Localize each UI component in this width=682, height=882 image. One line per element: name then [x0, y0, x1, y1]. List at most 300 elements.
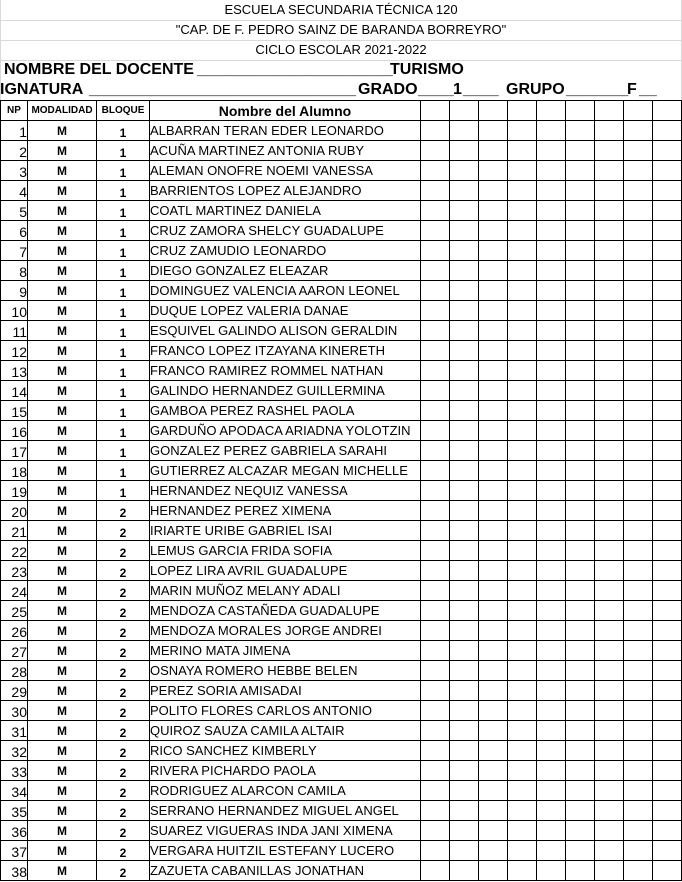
blank-cell[interactable]: [595, 841, 624, 861]
blank-cell[interactable]: [450, 821, 479, 841]
blank-cell[interactable]: [450, 401, 479, 421]
blank-cell[interactable]: [653, 821, 682, 841]
blank-cell[interactable]: [479, 821, 508, 841]
blank-cell[interactable]: [653, 361, 682, 381]
blank-cell[interactable]: [624, 161, 653, 181]
blank-cell[interactable]: [566, 701, 595, 721]
blank-cell[interactable]: [479, 341, 508, 361]
blank-cell[interactable]: [653, 641, 682, 661]
blank-cell[interactable]: [624, 281, 653, 301]
blank-cell[interactable]: [508, 441, 537, 461]
blank-cell[interactable]: [653, 841, 682, 861]
blank-cell[interactable]: [421, 241, 450, 261]
blank-cell[interactable]: [566, 641, 595, 661]
blank-cell[interactable]: [508, 681, 537, 701]
blank-cell[interactable]: [508, 581, 537, 601]
blank-cell[interactable]: [537, 741, 566, 761]
blank-cell[interactable]: [653, 681, 682, 701]
blank-cell[interactable]: [653, 241, 682, 261]
blank-cell[interactable]: [421, 541, 450, 561]
blank-cell[interactable]: [653, 481, 682, 501]
blank-cell[interactable]: [479, 161, 508, 181]
blank-cell[interactable]: [537, 821, 566, 841]
blank-cell[interactable]: [421, 201, 450, 221]
blank-cell[interactable]: [508, 661, 537, 681]
blank-cell[interactable]: [508, 601, 537, 621]
blank-cell[interactable]: [508, 261, 537, 281]
blank-cell[interactable]: [450, 501, 479, 521]
blank-cell[interactable]: [508, 321, 537, 341]
blank-cell[interactable]: [479, 421, 508, 441]
blank-cell[interactable]: [421, 801, 450, 821]
blank-cell[interactable]: [624, 301, 653, 321]
blank-cell[interactable]: [508, 521, 537, 541]
blank-cell[interactable]: [508, 341, 537, 361]
blank-cell[interactable]: [508, 801, 537, 821]
blank-cell[interactable]: [566, 501, 595, 521]
blank-cell[interactable]: [566, 801, 595, 821]
blank-cell[interactable]: [653, 441, 682, 461]
blank-cell[interactable]: [595, 681, 624, 701]
blank-cell[interactable]: [508, 741, 537, 761]
blank-cell[interactable]: [450, 421, 479, 441]
blank-cell[interactable]: [537, 201, 566, 221]
blank-cell[interactable]: [450, 601, 479, 621]
blank-cell[interactable]: [566, 321, 595, 341]
blank-cell[interactable]: [537, 401, 566, 421]
blank-cell[interactable]: [624, 641, 653, 661]
blank-cell[interactable]: [537, 621, 566, 641]
blank-cell[interactable]: [421, 401, 450, 421]
blank-cell[interactable]: [566, 261, 595, 281]
blank-cell[interactable]: [624, 121, 653, 141]
blank-cell[interactable]: [421, 141, 450, 161]
blank-cell[interactable]: [566, 821, 595, 841]
blank-cell[interactable]: [450, 241, 479, 261]
blank-cell[interactable]: [653, 621, 682, 641]
blank-cell[interactable]: [595, 141, 624, 161]
blank-cell[interactable]: [479, 301, 508, 321]
blank-cell[interactable]: [479, 761, 508, 781]
blank-cell[interactable]: [566, 401, 595, 421]
blank-cell[interactable]: [566, 361, 595, 381]
blank-cell[interactable]: [537, 461, 566, 481]
blank-cell[interactable]: [479, 401, 508, 421]
blank-cell[interactable]: [479, 781, 508, 801]
blank-cell[interactable]: [566, 761, 595, 781]
blank-cell[interactable]: [653, 801, 682, 821]
blank-cell[interactable]: [508, 861, 537, 881]
blank-cell[interactable]: [537, 321, 566, 341]
blank-cell[interactable]: [479, 661, 508, 681]
blank-cell[interactable]: [450, 541, 479, 561]
blank-cell[interactable]: [566, 121, 595, 141]
blank-cell[interactable]: [479, 601, 508, 621]
blank-cell[interactable]: [537, 841, 566, 861]
blank-cell[interactable]: [479, 461, 508, 481]
blank-cell[interactable]: [595, 181, 624, 201]
blank-cell[interactable]: [653, 541, 682, 561]
blank-cell[interactable]: [421, 841, 450, 861]
blank-cell[interactable]: [537, 301, 566, 321]
blank-cell[interactable]: [508, 241, 537, 261]
blank-cell[interactable]: [537, 441, 566, 461]
blank-cell[interactable]: [421, 441, 450, 461]
blank-cell[interactable]: [624, 821, 653, 841]
blank-cell[interactable]: [537, 641, 566, 661]
blank-cell[interactable]: [479, 441, 508, 461]
blank-cell[interactable]: [508, 201, 537, 221]
blank-cell[interactable]: [421, 581, 450, 601]
blank-cell[interactable]: [537, 781, 566, 801]
blank-cell[interactable]: [653, 141, 682, 161]
blank-cell[interactable]: [595, 581, 624, 601]
blank-cell[interactable]: [450, 701, 479, 721]
blank-cell[interactable]: [595, 461, 624, 481]
blank-cell[interactable]: [421, 261, 450, 281]
blank-cell[interactable]: [421, 301, 450, 321]
blank-cell[interactable]: [537, 561, 566, 581]
blank-cell[interactable]: [595, 741, 624, 761]
blank-cell[interactable]: [537, 121, 566, 141]
blank-cell[interactable]: [595, 721, 624, 741]
blank-cell[interactable]: [653, 161, 682, 181]
blank-cell[interactable]: [450, 161, 479, 181]
blank-cell[interactable]: [624, 721, 653, 741]
blank-cell[interactable]: [624, 841, 653, 861]
blank-cell[interactable]: [479, 261, 508, 281]
blank-cell[interactable]: [595, 421, 624, 441]
blank-cell[interactable]: [508, 461, 537, 481]
blank-cell[interactable]: [508, 641, 537, 661]
blank-cell[interactable]: [595, 861, 624, 881]
blank-cell[interactable]: [508, 401, 537, 421]
blank-cell[interactable]: [537, 221, 566, 241]
blank-cell[interactable]: [479, 361, 508, 381]
blank-cell[interactable]: [566, 681, 595, 701]
blank-cell[interactable]: [450, 461, 479, 481]
blank-cell[interactable]: [595, 821, 624, 841]
blank-cell[interactable]: [450, 801, 479, 821]
blank-cell[interactable]: [450, 741, 479, 761]
blank-cell[interactable]: [450, 381, 479, 401]
blank-cell[interactable]: [421, 421, 450, 441]
blank-cell[interactable]: [624, 761, 653, 781]
blank-cell[interactable]: [624, 401, 653, 421]
blank-cell[interactable]: [421, 761, 450, 781]
blank-cell[interactable]: [479, 841, 508, 861]
blank-cell[interactable]: [479, 681, 508, 701]
blank-cell[interactable]: [624, 541, 653, 561]
blank-cell[interactable]: [537, 281, 566, 301]
blank-cell[interactable]: [595, 341, 624, 361]
blank-cell[interactable]: [566, 421, 595, 441]
blank-cell[interactable]: [624, 361, 653, 381]
blank-cell[interactable]: [566, 781, 595, 801]
blank-cell[interactable]: [653, 701, 682, 721]
blank-cell[interactable]: [653, 181, 682, 201]
blank-cell[interactable]: [537, 541, 566, 561]
blank-cell[interactable]: [450, 521, 479, 541]
blank-cell[interactable]: [508, 501, 537, 521]
blank-cell[interactable]: [508, 161, 537, 181]
blank-cell[interactable]: [421, 121, 450, 141]
blank-cell[interactable]: [479, 201, 508, 221]
blank-cell[interactable]: [450, 621, 479, 641]
blank-cell[interactable]: [566, 521, 595, 541]
blank-cell[interactable]: [653, 781, 682, 801]
blank-cell[interactable]: [508, 701, 537, 721]
blank-cell[interactable]: [537, 601, 566, 621]
blank-cell[interactable]: [421, 721, 450, 741]
blank-cell[interactable]: [566, 141, 595, 161]
blank-cell[interactable]: [537, 581, 566, 601]
blank-cell[interactable]: [566, 621, 595, 641]
blank-cell[interactable]: [537, 801, 566, 821]
blank-cell[interactable]: [653, 461, 682, 481]
blank-cell[interactable]: [421, 561, 450, 581]
blank-cell[interactable]: [450, 181, 479, 201]
blank-cell[interactable]: [450, 221, 479, 241]
blank-cell[interactable]: [566, 541, 595, 561]
blank-cell[interactable]: [624, 661, 653, 681]
blank-cell[interactable]: [653, 561, 682, 581]
blank-cell[interactable]: [653, 221, 682, 241]
blank-cell[interactable]: [595, 201, 624, 221]
blank-cell[interactable]: [450, 341, 479, 361]
blank-cell[interactable]: [566, 281, 595, 301]
blank-cell[interactable]: [653, 421, 682, 441]
blank-column-header[interactable]: [479, 101, 508, 121]
blank-cell[interactable]: [566, 741, 595, 761]
blank-cell[interactable]: [566, 461, 595, 481]
blank-cell[interactable]: [653, 601, 682, 621]
blank-cell[interactable]: [624, 461, 653, 481]
blank-cell[interactable]: [450, 781, 479, 801]
blank-cell[interactable]: [624, 561, 653, 581]
blank-cell[interactable]: [508, 621, 537, 641]
blank-cell[interactable]: [653, 721, 682, 741]
blank-cell[interactable]: [421, 601, 450, 621]
blank-cell[interactable]: [421, 741, 450, 761]
blank-cell[interactable]: [508, 781, 537, 801]
blank-cell[interactable]: [653, 581, 682, 601]
blank-cell[interactable]: [537, 421, 566, 441]
blank-cell[interactable]: [653, 761, 682, 781]
blank-cell[interactable]: [479, 501, 508, 521]
blank-cell[interactable]: [421, 641, 450, 661]
blank-cell[interactable]: [450, 441, 479, 461]
blank-cell[interactable]: [595, 521, 624, 541]
blank-cell[interactable]: [624, 621, 653, 641]
blank-cell[interactable]: [421, 281, 450, 301]
blank-cell[interactable]: [421, 701, 450, 721]
blank-cell[interactable]: [508, 541, 537, 561]
blank-cell[interactable]: [653, 521, 682, 541]
blank-cell[interactable]: [450, 561, 479, 581]
blank-cell[interactable]: [479, 581, 508, 601]
blank-cell[interactable]: [479, 221, 508, 241]
blank-cell[interactable]: [537, 481, 566, 501]
blank-cell[interactable]: [537, 761, 566, 781]
blank-cell[interactable]: [653, 861, 682, 881]
blank-cell[interactable]: [595, 241, 624, 261]
blank-cell[interactable]: [537, 721, 566, 741]
blank-cell[interactable]: [624, 481, 653, 501]
blank-cell[interactable]: [624, 141, 653, 161]
blank-cell[interactable]: [479, 701, 508, 721]
blank-column-header[interactable]: [508, 101, 537, 121]
blank-cell[interactable]: [479, 481, 508, 501]
blank-cell[interactable]: [595, 781, 624, 801]
blank-cell[interactable]: [421, 681, 450, 701]
blank-cell[interactable]: [624, 501, 653, 521]
blank-cell[interactable]: [479, 521, 508, 541]
blank-cell[interactable]: [537, 861, 566, 881]
blank-cell[interactable]: [595, 641, 624, 661]
blank-cell[interactable]: [566, 201, 595, 221]
blank-cell[interactable]: [450, 841, 479, 861]
blank-cell[interactable]: [421, 461, 450, 481]
blank-cell[interactable]: [566, 181, 595, 201]
blank-cell[interactable]: [566, 581, 595, 601]
blank-cell[interactable]: [479, 541, 508, 561]
blank-cell[interactable]: [508, 721, 537, 741]
blank-cell[interactable]: [479, 721, 508, 741]
blank-cell[interactable]: [450, 321, 479, 341]
blank-cell[interactable]: [508, 181, 537, 201]
blank-cell[interactable]: [566, 221, 595, 241]
blank-cell[interactable]: [450, 361, 479, 381]
blank-cell[interactable]: [479, 121, 508, 141]
blank-cell[interactable]: [421, 221, 450, 241]
blank-cell[interactable]: [421, 161, 450, 181]
blank-column-header[interactable]: [421, 101, 450, 121]
blank-cell[interactable]: [537, 501, 566, 521]
blank-cell[interactable]: [421, 381, 450, 401]
blank-cell[interactable]: [450, 721, 479, 741]
blank-column-header[interactable]: [595, 101, 624, 121]
blank-cell[interactable]: [450, 481, 479, 501]
blank-cell[interactable]: [653, 401, 682, 421]
blank-cell[interactable]: [595, 361, 624, 381]
blank-cell[interactable]: [479, 321, 508, 341]
blank-cell[interactable]: [624, 221, 653, 241]
blank-cell[interactable]: [450, 661, 479, 681]
blank-cell[interactable]: [421, 521, 450, 541]
blank-cell[interactable]: [421, 821, 450, 841]
blank-cell[interactable]: [624, 861, 653, 881]
blank-cell[interactable]: [624, 601, 653, 621]
blank-cell[interactable]: [537, 381, 566, 401]
blank-cell[interactable]: [421, 361, 450, 381]
blank-cell[interactable]: [566, 601, 595, 621]
blank-cell[interactable]: [537, 181, 566, 201]
blank-cell[interactable]: [537, 681, 566, 701]
blank-cell[interactable]: [508, 841, 537, 861]
blank-cell[interactable]: [624, 261, 653, 281]
blank-cell[interactable]: [508, 821, 537, 841]
blank-cell[interactable]: [624, 781, 653, 801]
blank-cell[interactable]: [537, 241, 566, 261]
blank-cell[interactable]: [624, 321, 653, 341]
blank-cell[interactable]: [508, 761, 537, 781]
blank-cell[interactable]: [595, 281, 624, 301]
blank-cell[interactable]: [537, 341, 566, 361]
blank-cell[interactable]: [595, 801, 624, 821]
blank-cell[interactable]: [624, 521, 653, 541]
blank-cell[interactable]: [508, 561, 537, 581]
blank-cell[interactable]: [508, 381, 537, 401]
blank-cell[interactable]: [421, 341, 450, 361]
blank-cell[interactable]: [537, 261, 566, 281]
blank-cell[interactable]: [624, 201, 653, 221]
blank-cell[interactable]: [508, 121, 537, 141]
blank-cell[interactable]: [450, 141, 479, 161]
blank-cell[interactable]: [624, 741, 653, 761]
blank-cell[interactable]: [595, 621, 624, 641]
blank-cell[interactable]: [653, 381, 682, 401]
blank-cell[interactable]: [508, 481, 537, 501]
blank-cell[interactable]: [595, 321, 624, 341]
blank-cell[interactable]: [595, 401, 624, 421]
blank-cell[interactable]: [653, 261, 682, 281]
blank-cell[interactable]: [479, 141, 508, 161]
blank-cell[interactable]: [653, 501, 682, 521]
blank-cell[interactable]: [595, 221, 624, 241]
blank-cell[interactable]: [421, 501, 450, 521]
blank-column-header[interactable]: [537, 101, 566, 121]
blank-cell[interactable]: [450, 121, 479, 141]
blank-cell[interactable]: [624, 181, 653, 201]
blank-cell[interactable]: [450, 641, 479, 661]
blank-cell[interactable]: [595, 701, 624, 721]
blank-cell[interactable]: [595, 501, 624, 521]
blank-cell[interactable]: [479, 861, 508, 881]
blank-cell[interactable]: [450, 761, 479, 781]
blank-cell[interactable]: [595, 261, 624, 281]
blank-cell[interactable]: [624, 421, 653, 441]
blank-cell[interactable]: [537, 141, 566, 161]
blank-cell[interactable]: [479, 561, 508, 581]
blank-cell[interactable]: [537, 521, 566, 541]
blank-cell[interactable]: [479, 181, 508, 201]
blank-cell[interactable]: [624, 381, 653, 401]
blank-cell[interactable]: [450, 201, 479, 221]
blank-cell[interactable]: [595, 601, 624, 621]
blank-cell[interactable]: [566, 161, 595, 181]
blank-cell[interactable]: [421, 481, 450, 501]
blank-cell[interactable]: [624, 701, 653, 721]
blank-cell[interactable]: [450, 861, 479, 881]
blank-cell[interactable]: [653, 321, 682, 341]
blank-cell[interactable]: [537, 661, 566, 681]
blank-cell[interactable]: [566, 861, 595, 881]
blank-cell[interactable]: [566, 381, 595, 401]
blank-cell[interactable]: [566, 441, 595, 461]
blank-cell[interactable]: [653, 341, 682, 361]
blank-cell[interactable]: [537, 701, 566, 721]
blank-cell[interactable]: [450, 581, 479, 601]
blank-cell[interactable]: [624, 801, 653, 821]
blank-cell[interactable]: [653, 281, 682, 301]
blank-cell[interactable]: [479, 381, 508, 401]
blank-cell[interactable]: [479, 621, 508, 641]
blank-cell[interactable]: [566, 841, 595, 861]
blank-cell[interactable]: [508, 281, 537, 301]
blank-cell[interactable]: [624, 581, 653, 601]
blank-cell[interactable]: [421, 621, 450, 641]
